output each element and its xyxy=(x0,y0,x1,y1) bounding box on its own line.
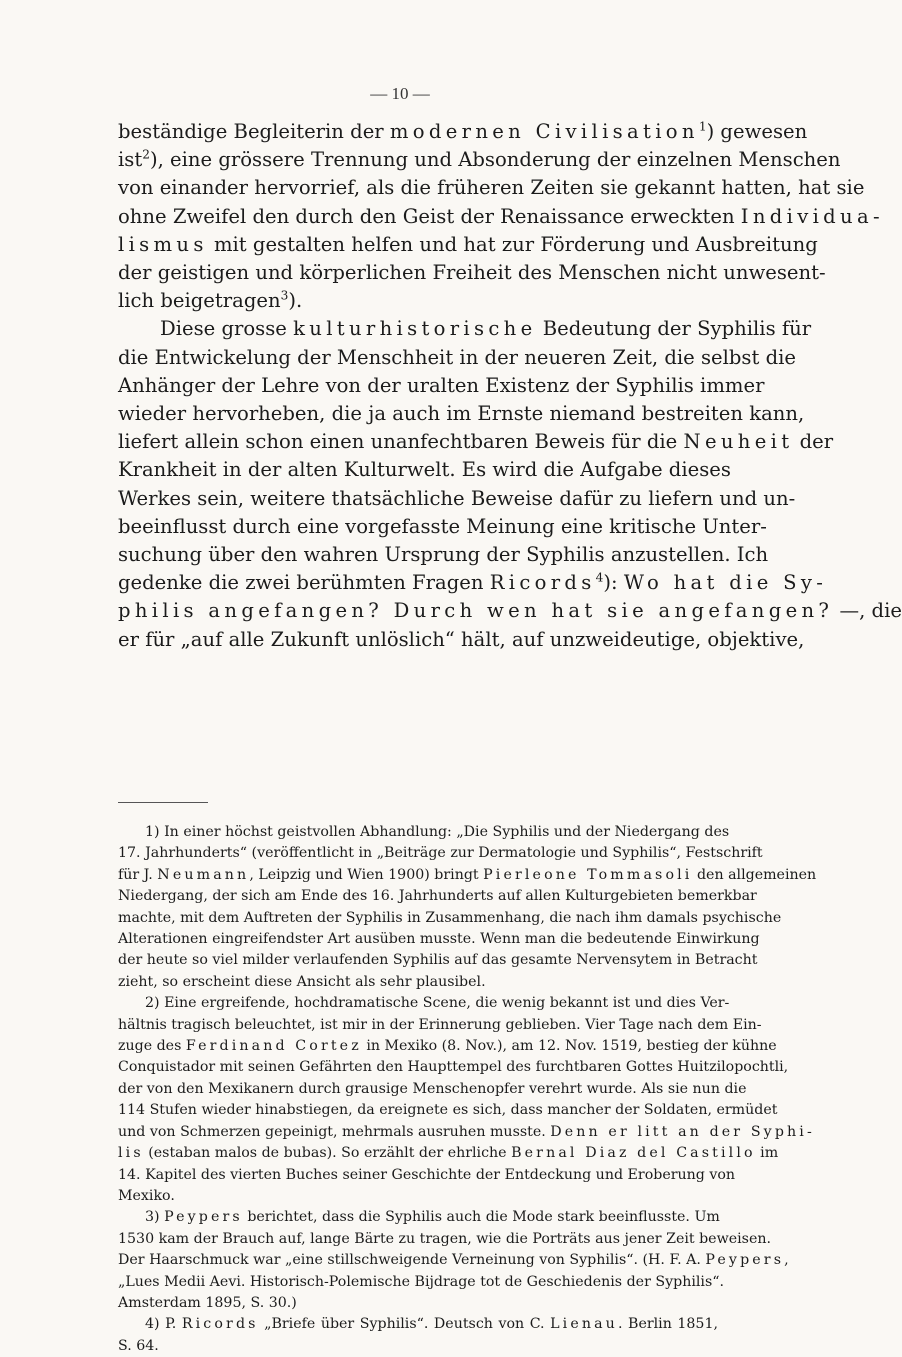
text-run: ohne Zweifel den durch den Geist der Renaissance erweckten xyxy=(118,204,741,228)
spaced-emphasis: Denn er litt an der Syphi- xyxy=(550,1123,815,1140)
text-run: die Entwickelung der Menschheit in der neueren Zeit, die selbst die xyxy=(118,345,796,369)
body-line xyxy=(118,400,805,428)
spaced-emphasis: Ferdinand Cortez xyxy=(185,1038,362,1055)
footnotes xyxy=(118,822,817,1357)
body-line xyxy=(118,541,769,569)
footnote-marker: 2 xyxy=(142,147,150,162)
footnote-marker: 4 xyxy=(595,570,604,585)
text-run: der geistigen und körperlichen Freiheit des Menschen nicht unwesent- xyxy=(118,261,826,285)
text-run: im xyxy=(755,1145,779,1162)
body-line xyxy=(118,485,796,513)
text-run: Niedergang, der sich am Ende des 16. Jahrhunderts auf allen Kulturgebieten bemerkbar xyxy=(118,888,757,905)
text-run: und von Schmerzen gepeinigt, mehrmals ausruhen musste. xyxy=(118,1123,551,1140)
footnote-line xyxy=(118,908,782,929)
text-run: Conquistador mit seinen Gefährten den Haupttempel des furchtbaren Gottes Huitzilopochtli, xyxy=(118,1059,789,1076)
footnote-line xyxy=(118,1057,789,1078)
text-run: mit gestalten helfen und hat zur Förderung und Ausbreitung xyxy=(207,232,818,256)
text-run: beeinflusst durch eine vorgefasste Meinung eine kritische Unter- xyxy=(118,514,767,538)
text-run: Amsterdam 1895, S. 30.) xyxy=(118,1294,297,1311)
text-run: den allgemeinen xyxy=(692,866,817,883)
spaced-emphasis: Peypers xyxy=(705,1252,785,1269)
body-line xyxy=(118,626,805,654)
text-run: wieder hervorheben, die ja auch im Ernste niemand bestreiten kann, xyxy=(118,402,805,426)
text-run: der xyxy=(793,430,834,454)
text-run: suchung über den wahren Ursprung der Syphilis anzustellen. Ich xyxy=(118,543,769,567)
body-line xyxy=(118,597,902,625)
spaced-emphasis: lismus xyxy=(118,232,208,256)
text-run: 114 Stufen wieder hinabstiegen, da ereignete es sich, dass mancher der Soldaten, ermüdet xyxy=(118,1102,778,1119)
text-run: beständige Begleiterin der xyxy=(118,120,390,143)
text-run: lich beigetragen xyxy=(118,289,281,313)
footnote-line xyxy=(118,1015,762,1036)
text-run: 1530 kam der Brauch auf, lange Bärte zu tragen, wie die Porträts aus jener Zeit beweisen. xyxy=(118,1230,771,1247)
text-run: der heute so viel milder verlaufenden Syphilis auf das gesamte Nervensytem in Betracht xyxy=(118,952,758,969)
text-run: Diese grosse xyxy=(160,317,294,341)
text-run: für J. xyxy=(118,866,158,883)
footnote-line xyxy=(118,843,763,864)
footnote-line xyxy=(118,1100,778,1121)
footnote-marker: 3 xyxy=(280,288,289,303)
footnote-line xyxy=(118,993,730,1014)
text-run: 4) P. xyxy=(145,1316,182,1333)
body-line xyxy=(118,513,767,541)
text-run: zieht, so erscheint diese Ansicht als sehr plausibel. xyxy=(118,973,486,990)
body-line xyxy=(118,456,731,484)
text-run: zuge des xyxy=(118,1038,186,1055)
text-run: (estaban malos de bubas). So erzählt der ehrliche xyxy=(143,1145,512,1162)
spaced-emphasis: philis angefangen? Durch wen hat sie angefangen? xyxy=(118,599,834,623)
footnote-line xyxy=(118,1207,718,1228)
footnote-line xyxy=(118,929,760,950)
spaced-emphasis: lis xyxy=(118,1145,144,1162)
text-run: ) gewesen xyxy=(706,120,808,143)
body-line xyxy=(118,287,718,315)
spaced-emphasis: kulturhistorische xyxy=(293,317,537,341)
text-run: 2) Eine ergreifende, hochdramatische Scene, die wenig bekannt ist und dies Ver- xyxy=(145,995,730,1012)
text-run: S. 64. xyxy=(118,1337,159,1354)
footnote-line xyxy=(118,865,817,886)
main-text xyxy=(118,118,902,654)
body-line xyxy=(118,344,796,372)
footnote-line xyxy=(118,1336,718,1357)
spaced-emphasis: Pierleone Tommasoli xyxy=(483,866,693,883)
footnote-separator xyxy=(118,802,208,803)
body-line xyxy=(118,569,828,597)
text-run: Werkes sein, weitere thatsächliche Beweise dafür zu liefern und un- xyxy=(118,486,796,510)
text-run: er für „auf alle Zukunft unlöslich“ hält, auf unzweideutige, objektive, xyxy=(118,627,805,651)
text-run: in Mexiko (8. Nov.), am 12. Nov. 1519, bestieg der kühne xyxy=(361,1038,777,1055)
footnote-line xyxy=(118,1272,724,1293)
body-line xyxy=(118,315,812,343)
footnote-line xyxy=(118,1036,777,1057)
footnote-line xyxy=(118,1229,771,1250)
text-run: liefert allein schon einen unanfechtbaren Beweis für die xyxy=(118,430,684,454)
page-number: — 10 — xyxy=(370,84,430,103)
text-run: Mexiko. xyxy=(118,1187,175,1204)
body-line xyxy=(118,259,826,287)
text-run: ist xyxy=(118,148,143,172)
footnote-line xyxy=(118,972,718,993)
footnote-line xyxy=(118,1122,815,1143)
body-line xyxy=(118,428,834,456)
text-run: der von den Mexikanern durch grausige Menschenopfer verehrt wurde. Als sie nun die xyxy=(118,1080,747,1097)
body-line xyxy=(118,203,884,231)
spaced-emphasis: modernen Civilisation xyxy=(389,120,699,143)
text-run: ): xyxy=(603,571,624,595)
body-line xyxy=(118,118,808,146)
text-run: von einander hervorrief, als die früheren Zeiten sie gekannt hatten, hat sie xyxy=(118,176,865,200)
spaced-emphasis: Lienau xyxy=(550,1316,618,1333)
spaced-emphasis: Neumann xyxy=(157,866,250,883)
text-run: „Briefe über Syphilis“. Deutsch von C. xyxy=(258,1316,551,1333)
text-run: . Berlin 1851, xyxy=(617,1316,718,1333)
text-run: Bedeutung der Syphilis für xyxy=(536,317,812,341)
text-run: ), eine grössere Trennung und Absonderung der einzelnen Menschen xyxy=(149,148,841,172)
footnote-line xyxy=(118,822,730,843)
footnote-line xyxy=(118,1165,736,1186)
text-run: „Lues Medii Aevi. Historisch-Polemische Bijdrage tot de Geschiedenis der Syphilis“. xyxy=(118,1273,724,1290)
footnote-line xyxy=(118,1143,779,1164)
spaced-emphasis: Peypers xyxy=(164,1209,243,1226)
text-run: Krankheit in der alten Kulturwelt. Es wird die Aufgabe dieses xyxy=(118,458,731,482)
footnote-line xyxy=(118,886,757,907)
body-line xyxy=(118,231,818,259)
text-run: gedenke die zwei berühmten Fragen xyxy=(118,571,490,595)
footnote-line xyxy=(118,1250,789,1271)
text-run: Der Haarschmuck war „eine stillschweigende Verneinung von Syphilis“. (H. F. A. xyxy=(118,1252,706,1269)
text-run: 17. Jahrhunderts“ (veröffentlicht in „Beiträge zur Dermatologie und Syphilis“, Festschrift xyxy=(118,845,763,862)
text-run: 14. Kapitel des vierten Buches seiner Geschichte der Entdeckung und Eroberung von xyxy=(118,1166,736,1183)
footnote-line xyxy=(118,950,758,971)
spaced-emphasis: Neuheit xyxy=(683,430,794,454)
footnote-line xyxy=(118,1293,718,1314)
footnote-line xyxy=(118,1186,718,1207)
spaced-emphasis: Ricords xyxy=(181,1316,259,1333)
text-run: 3) xyxy=(145,1209,165,1226)
text-run: hältnis tragisch beleuchtet, ist mir in der Erinnerung geblieben. Vier Tage nach dem Ein- xyxy=(118,1016,762,1033)
body-line xyxy=(118,372,765,400)
footnote-line xyxy=(118,1079,747,1100)
spaced-emphasis: Wo hat die Sy- xyxy=(623,571,828,595)
text-run: —, die xyxy=(833,599,902,623)
spaced-emphasis: Bernal Diaz del Castillo xyxy=(511,1145,756,1162)
spaced-emphasis: Individua- xyxy=(740,204,884,228)
footnote-marker: 1 xyxy=(698,119,707,134)
text-run: 1) In einer höchst geistvollen Abhandlung: „Die Syphilis und der Niedergang des xyxy=(145,824,730,840)
text-run: berichtet, dass die Syphilis auch die Mode stark beeinflusste. Um xyxy=(242,1209,720,1226)
body-line xyxy=(118,146,841,174)
text-run: Anhänger der Lehre von der uralten Existenz der Syphilis immer xyxy=(118,373,765,397)
text-run: machte, mit dem Auftreten der Syphilis in Zusammenhang, die nach ihm damals psychische xyxy=(118,909,782,926)
text-run: ). xyxy=(288,289,303,313)
text-run: Alterationen eingreifendster Art ausüben musste. Wenn man die bedeutende Einwirkung xyxy=(118,931,760,948)
text-run: , xyxy=(784,1252,789,1269)
body-line xyxy=(118,174,865,202)
spaced-emphasis: Ricords xyxy=(489,571,596,595)
footnote-line xyxy=(118,1314,718,1335)
text-run: , Leipzig und Wien 1900) bringt xyxy=(249,866,484,883)
